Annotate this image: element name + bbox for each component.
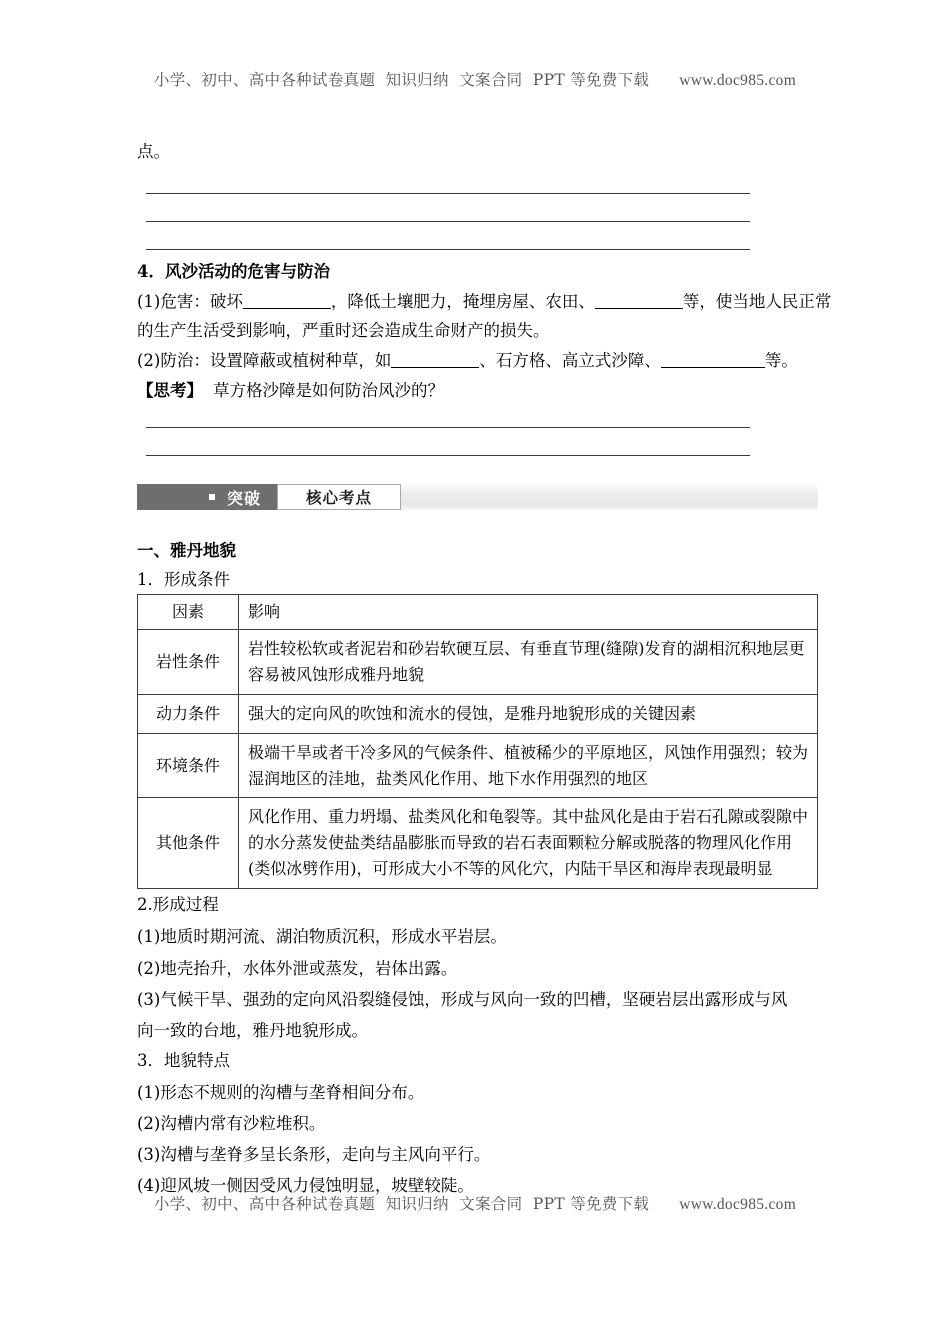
think-text: 草方格沙障是如何防治风沙的？ bbox=[213, 381, 444, 400]
table-row bbox=[138, 629, 818, 694]
features-item-3: (3)沟槽与垄脊多呈长条形，走向与主风向平行。 bbox=[137, 1145, 491, 1164]
topic-subheading-1: 1．形成条件 bbox=[137, 570, 230, 589]
watermark-footer bbox=[0, 1192, 950, 1214]
process-item-3-line1: (3)气候干旱、强劲的定向风沿裂缝侵蚀，形成与风向一致的凹槽，坚硬岩层出露形成与风 bbox=[137, 990, 788, 1009]
banner-chip-label: 核心考点 bbox=[305, 489, 372, 507]
features-item-4: (4)迎风坡一侧因受风力侵蚀明显，坡壁较陡。 bbox=[137, 1176, 474, 1195]
table-row bbox=[138, 694, 818, 733]
section-banner bbox=[137, 484, 818, 510]
section4-item2-line1 bbox=[137, 353, 798, 370]
features-item-2: (2)沟槽内常有沙粒堆积。 bbox=[137, 1114, 326, 1133]
blank-field-3[interactable] bbox=[391, 354, 479, 368]
continuation-fragment: 点。 bbox=[137, 142, 170, 161]
section4-item2-part-b: 、石方格、高立式沙障、 bbox=[479, 351, 661, 370]
answer-rule-1 bbox=[146, 193, 750, 194]
table-header-effect: 影响 bbox=[239, 595, 818, 630]
banner-dark-label: 突破 bbox=[226, 488, 261, 508]
table-cell-factor: 岩性条件 bbox=[138, 629, 239, 694]
process-heading: 2.形成过程 bbox=[137, 895, 219, 914]
answer-rule-2 bbox=[146, 221, 750, 222]
blank-field-1[interactable] bbox=[243, 295, 331, 309]
table-cell-factor: 环境条件 bbox=[138, 733, 239, 798]
section4-item1-line2: 的生产生活受到影响，严重时还会造成生命财产的损失。 bbox=[137, 321, 550, 340]
table-cell-factor: 其他条件 bbox=[138, 798, 239, 889]
table-header-factor: 因素 bbox=[138, 595, 239, 630]
think-label: 【思考】 bbox=[137, 381, 203, 400]
process-item-2: (2)地壳抬升，水体外泄或蒸发，岩体出露。 bbox=[137, 959, 458, 978]
section4-item1-part-c: 等，使当地人民正常 bbox=[682, 292, 832, 311]
process-item-3-line2: 向一致的台地，雅丹地貌形成。 bbox=[137, 1021, 368, 1040]
table-cell-effect: 强大的定向风的吹蚀和流水的侵蚀，是雅丹地貌形成的关键因素 bbox=[239, 694, 818, 733]
watermark-header-url: www.doc985.com bbox=[679, 72, 797, 89]
banner-tab-breakthrough[interactable] bbox=[137, 484, 277, 510]
section4-item1-part-b: ，降低土壤肥力，掩埋房屋、农田、 bbox=[330, 292, 595, 311]
answer-rule-3 bbox=[146, 249, 750, 250]
table-cell-factor: 动力条件 bbox=[138, 694, 239, 733]
section4-item2-part-a: (2)防治：设置障蔽或植树种草，如 bbox=[137, 351, 392, 370]
think-prompt bbox=[137, 383, 444, 400]
answer-rule-4 bbox=[146, 427, 750, 428]
table-row bbox=[138, 733, 818, 798]
table-cell-effect: 岩性较松软或者泥岩和砂岩软硬互层、有垂直节理(缝隙)发育的湖相沉积地层更容易被风蚀形成雅丹地貌 bbox=[239, 629, 818, 694]
answer-rule-5 bbox=[146, 455, 750, 456]
section4-item1-part-a: (1)危害：破坏 bbox=[137, 292, 243, 311]
square-bullet-icon bbox=[209, 494, 215, 500]
process-item-1: (1)地质时期河流、湖泊物质沉积，形成水平岩层。 bbox=[137, 927, 507, 946]
blank-field-2[interactable] bbox=[595, 295, 683, 309]
features-item-1: (1)形态不规则的沟槽与垄脊相间分布。 bbox=[137, 1083, 425, 1102]
section4-heading: 4．风沙活动的危害与防治 bbox=[137, 262, 330, 281]
watermark-header bbox=[0, 68, 950, 90]
table-header-row bbox=[138, 595, 818, 630]
section4-item2-part-c: 等。 bbox=[764, 351, 798, 370]
banner-tab-core-points[interactable] bbox=[277, 484, 401, 510]
section4-item1-line1 bbox=[137, 294, 831, 311]
watermark-footer-url: www.doc985.com bbox=[679, 1196, 797, 1213]
topic-title: 一、雅丹地貌 bbox=[137, 541, 236, 560]
formation-conditions-table bbox=[137, 594, 818, 889]
watermark-header-text: 小学、初中、高中各种试卷真题 知识归纳 文案合同 PPT 等免费下载 bbox=[153, 71, 650, 89]
table-row bbox=[138, 798, 818, 889]
watermark-footer-text: 小学、初中、高中各种试卷真题 知识归纳 文案合同 PPT 等免费下载 bbox=[153, 1195, 650, 1213]
blank-field-4[interactable] bbox=[661, 354, 765, 368]
features-heading: 3．地貌特点 bbox=[137, 1051, 230, 1070]
table-cell-effect: 风化作用、重力坍塌、盐类风化和龟裂等。其中盐风化是由于岩石孔隙或裂隙中的水分蒸发使盐类结晶膨胀而导致的岩石表面颗粒分解或脱落的物理风化作用(类似冰劈作用)，可形成大小不等的风化穴，内陆干旱区和海岸表现最明显 bbox=[239, 798, 818, 889]
table-cell-effect: 极端干旱或者干冷多风的气候条件、植被稀少的平原地区，风蚀作用强烈；较为湿润地区的洼地，盐类风化作用、地下水作用强烈的地区 bbox=[239, 733, 818, 798]
